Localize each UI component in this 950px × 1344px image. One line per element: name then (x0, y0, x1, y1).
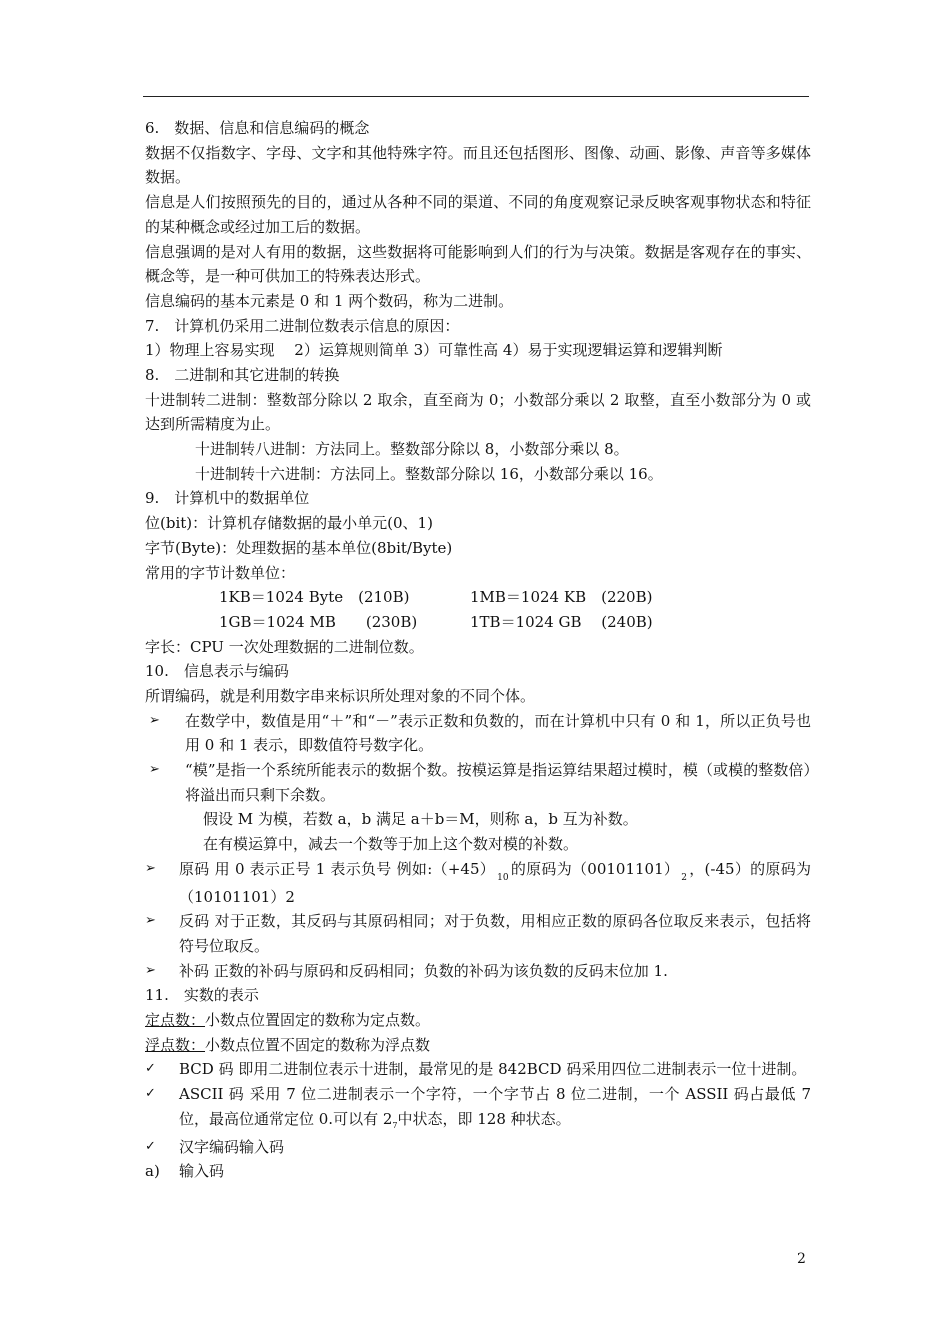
list-item-text: 补码 正数的补码与原码和反码相同；负数的补码为该负数的反码末位加 1. (179, 961, 668, 980)
paragraph (145, 1033, 811, 1058)
paragraph: 所谓编码，就是利用数字串来标识所处理对象的不同个体。 (145, 686, 536, 705)
paragraph: 十进制转八进制：方法同上。整数部分除以 8，小数部分乘以 8。 (195, 440, 629, 459)
list-item-text: ASCII 码 采用 7 位二进制表示一个字符，一个字节占 8 位二进制，一个 ASSII 码占最低 7 位，最高位通常定位 0.可以有 2 (179, 1085, 811, 1128)
arrowhead-bullet-icon: ➢ (149, 712, 160, 728)
paragraph: 字长：CPU 一次处理数据的二进制位数。 (145, 637, 424, 656)
list-item (145, 909, 811, 958)
check-mark-icon: ✓ (145, 1138, 156, 1154)
paragraph: 十进制转十六进制：方法同上。整数部分除以 16，小数部分乘以 16。 (195, 464, 663, 483)
section-6-heading: 6. 数据、信息和信息编码的概念 (145, 119, 370, 137)
list-item-text: 原码 用 0 表示正号 1 表示负号 例如:（+45） (179, 859, 496, 878)
paragraph: 信息是人们按照预先的目的，通过从各种不同的渠道、不同的角度观察记录反映客观事物状态和特征的某种概念或经过加工后的数据。 (145, 193, 811, 236)
definition: 小数点位置不固定的数称为浮点数 (205, 1035, 431, 1054)
list-item (145, 709, 811, 758)
list-item (145, 959, 811, 984)
paragraph: 位(bit)：计算机存储数据的最小单元(0、1) (145, 514, 433, 533)
unit-tb: 1TB＝1024 GB (240B) (470, 612, 653, 631)
list-item-text: ，(-45）的原码为（10101101）2 (179, 859, 811, 906)
units-row (145, 610, 811, 635)
paragraph: 信息强调的是对人有用的数据，这些数据将可能影响到人们的行为与决策。数据是客观存在的事实、概念等，是一种可供加工的特殊表达形式。 (145, 242, 811, 286)
term-floating-point: 浮点数： (145, 1035, 206, 1054)
check-mark-icon: ✓ (145, 1061, 156, 1077)
page-number: 2 (797, 1251, 806, 1267)
list-item (145, 857, 811, 909)
list-item (145, 1082, 811, 1134)
arrowhead-bullet-icon: ➢ (145, 913, 156, 929)
paragraph (145, 1008, 811, 1033)
subscript: 7 (392, 1120, 398, 1130)
list-item-text: “模”是指一个系统所能表示的数据个数。按模运算是指运算结果超过模时，模（或模的整数倍）将溢出而只剩下余数。 (185, 761, 811, 804)
list-item-text: 的原码为（00101101） (510, 859, 680, 878)
section-9-heading: 9. 计算机中的数据单位 (145, 489, 310, 508)
document-body (145, 116, 811, 1184)
list-item-text: 汉字编码输入码 (179, 1137, 285, 1156)
subscript: 2 (681, 872, 687, 883)
arrowhead-bullet-icon: ➢ (149, 762, 160, 778)
definition: 小数点位置固定的数称为定点数。 (205, 1011, 431, 1030)
list-item-text: BCD 码 即用二进制位表示十进制，最常见的是 842BCD 码采用四位二进制表示一位十进制。 (179, 1060, 807, 1079)
list-item-text: 在数学中，数值是用“＋”和“－”表示正数和负数的，而在计算机中只有 0 和 1，所以正负号也用 0 和 1 表示，即数值符号数字化。 (185, 711, 811, 755)
list-item (145, 1057, 811, 1082)
list-letter: a) (145, 1162, 160, 1181)
paragraph: 信息编码的基本元素是 0 和 1 两个数码，称为二进制。 (145, 291, 514, 310)
list-item-text: 中状态，即 128 种状态。 (397, 1109, 571, 1128)
term-fixed-point: 定点数： (145, 1011, 206, 1030)
paragraph: 在有模运算中，减去一个数等于加上这个数对模的补数。 (203, 835, 579, 854)
paragraph: 常用的字节计数单位： (145, 563, 296, 582)
unit-gb: 1GB＝1024 MB (230B) (219, 612, 418, 631)
arrowhead-bullet-icon: ➢ (145, 860, 156, 876)
unit-kb: 1KB＝1024 Byte (210B) (219, 588, 410, 607)
paragraph: 字节(Byte)：处理数据的基本单位(8bit/Byte) (145, 538, 453, 557)
arrowhead-bullet-icon: ➢ (145, 962, 156, 978)
section-8-heading: 8. 二进制和其它进制的转换 (145, 365, 340, 384)
list-item-text: 输入码 (179, 1162, 225, 1181)
section-11-heading: 11. 实数的表示 (145, 986, 259, 1005)
paragraph: 假设 M 为模，若数 a，b 满足 a＋b＝M，则称 a，b 互为补数。 (203, 810, 638, 829)
section-7-heading: 7. 计算机仍采用二进制位数表示信息的原因： (145, 316, 460, 335)
unit-mb: 1MB＝1024 KB (220B) (470, 588, 653, 607)
list-item (145, 1135, 811, 1160)
subscript: 10 (497, 872, 509, 883)
paragraph: 十进制转二进制：整数部分除以 2 取余，直至商为 0；小数部分乘以 2 取整，直至小数部分为 0 或达到所需精度为止。 (145, 390, 811, 434)
section-10-heading: 10. 信息表示与编码 (145, 662, 289, 681)
list-item (145, 758, 811, 807)
paragraph: 数据不仅指数字、字母、文字和其他特殊字符。而且还包括图形、图像、动画、影像、声音等多媒体数据。 (145, 143, 811, 187)
units-row (145, 585, 811, 610)
list-item (145, 1159, 811, 1184)
paragraph: 1）物理上容易实现 2）运算规则简单 3）可靠性高 4）易于实现逻辑运算和逻辑判断 (145, 341, 723, 360)
list-item-text: 反码 对于正数，其反码与其原码相同；对于负数，用相应正数的原码各位取反来表示，包括将符号位取反。 (179, 912, 811, 955)
check-mark-icon: ✓ (145, 1086, 156, 1102)
header-rule (143, 96, 809, 97)
